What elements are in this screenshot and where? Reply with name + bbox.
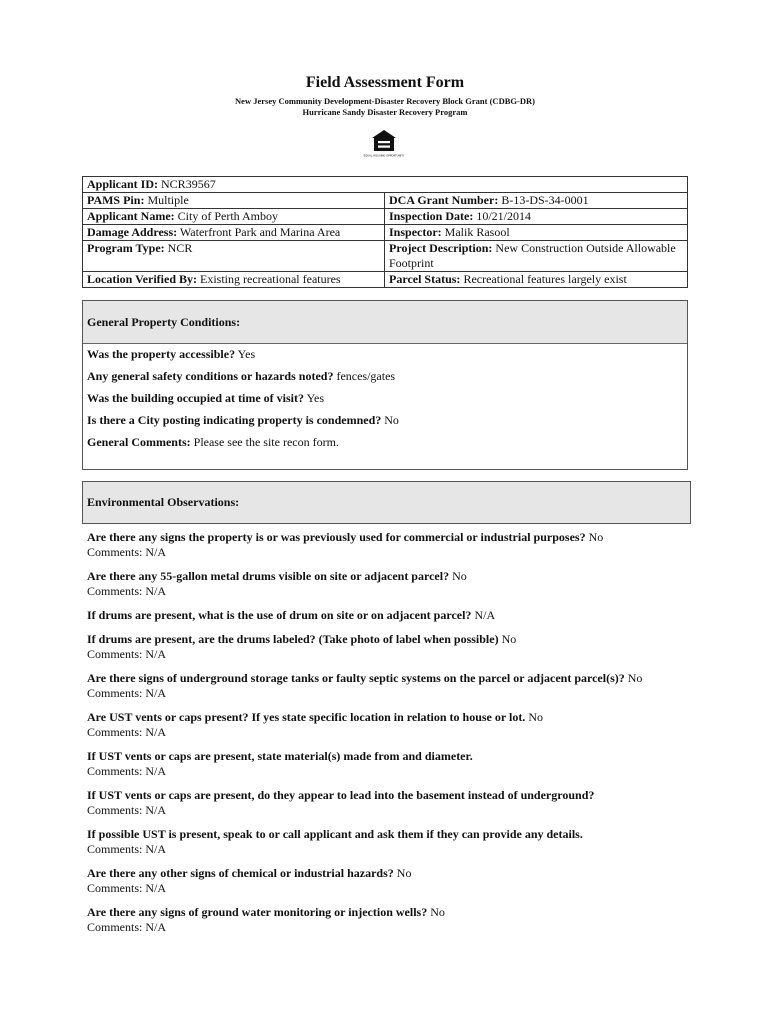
inspection-date-cell: Inspection Date: 10/21/2014 — [385, 209, 688, 225]
logo-caption: EQUAL HOUSING OPPORTUNITY — [363, 154, 405, 158]
project-description-cell: Project Description: New Construction Outside Allowable Footprint — [385, 241, 688, 272]
applicant-id-cell: Applicant ID: NCR39567 — [83, 177, 688, 193]
env-question: If possible UST is present, speak to or call applicant and ask them if they can provide any details. Comments: N/A — [87, 827, 583, 856]
env-question: Are UST vents or caps present? If yes state specific location in relation to house or lot. No Comments: N/A — [87, 710, 543, 739]
damage-address-cell: Damage Address: Waterfront Park and Marina Area — [83, 225, 385, 241]
env-question: Are there any other signs of chemical or industrial hazards? No Comments: N/A — [87, 866, 412, 895]
general-row: Was the building occupied at time of visit? Yes — [87, 391, 325, 405]
env-question: If drums are present, what is the use of drum on site or on adjacent parcel? N/A — [87, 608, 496, 622]
general-row: Is there a City posting indicating property is condemned? No — [87, 413, 399, 427]
parcel-status-cell: Parcel Status: Recreational features largely exist — [385, 272, 688, 288]
general-property-conditions-section — [82, 300, 688, 470]
general-row: Was the property accessible? Yes — [87, 347, 256, 361]
dca-grant-cell: DCA Grant Number: B-13-DS-34-0001 — [385, 193, 688, 209]
location-verified-cell: Location Verified By: Existing recreational features — [83, 272, 385, 288]
env-question: If drums are present, are the drums labeled? (Take photo of label when possible) No Comments: N/A — [87, 632, 517, 661]
page-title: Field Assessment Form — [305, 74, 465, 91]
subtitle-program: New Jersey Community Development-Disaster Recovery Block Grant (CDBG-DR) — [235, 96, 535, 106]
general-row: Any general safety conditions or hazards noted? fences/gates — [87, 369, 396, 383]
equal-housing-opportunity-icon — [363, 128, 405, 158]
env-question: If UST vents or caps are present, state material(s) made from and diameter. Comments: N/A — [87, 749, 473, 778]
pams-pin-cell: PAMS Pin: Multiple — [83, 193, 385, 209]
inspector-cell: Inspector: Malik Rasool — [385, 225, 688, 241]
applicant-name-cell: Applicant Name: City of Perth Amboy — [83, 209, 385, 225]
subtitle-recovery: Hurricane Sandy Disaster Recovery Program — [302, 107, 468, 117]
applicant-info-table — [82, 176, 688, 288]
general-comments-row: General Comments: Please see the site recon form. — [87, 435, 339, 449]
env-question: Are there any 55-gallon metal drums visible on site or adjacent parcel? No Comments: N/A — [87, 569, 467, 598]
environmental-observations-section — [82, 481, 691, 524]
env-question: Are there any signs the property is or was previously used for commercial or industrial purposes? No Comments: N/A — [87, 530, 604, 559]
env-question: Are there any signs of ground water monitoring or injection wells? No Comments: N/A — [87, 905, 445, 934]
general-section-heading: General Property Conditions: — [83, 301, 687, 344]
program-type-cell: Program Type: NCR — [83, 241, 385, 272]
env-question: If UST vents or caps are present, do they appear to lead into the basement instead of underground? Comments: N/A — [87, 788, 595, 817]
env-question: Are there signs of underground storage tanks or faulty septic systems on the parcel or adjacent parcel(s)? No Comments: N/A — [87, 671, 643, 700]
environmental-section-heading: Environmental Observations: — [83, 482, 690, 523]
